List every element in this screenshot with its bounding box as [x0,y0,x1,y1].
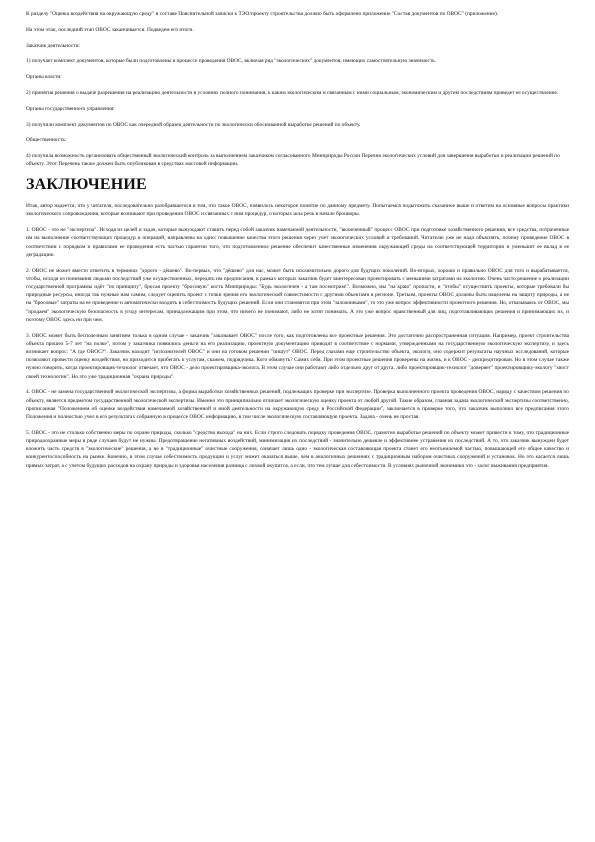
paragraph: 3) получили комплект документов по ОВОС как очередной образец деятельности по экологически обоснованной выработке решений по объекту. [26,121,361,128]
paragraph: 4. ОВОС - не замена государственной экологической экспертизы, а форма выработки хозяйственных решений, подлежащих проверке при экспертизе. Проверка выполненного проекта проведения ОВОС, наряду с качеством решения по объекту, является предметом государственной экологической экспертизы. Именно это принципиально отличает экологическую оценку проекта от любой другой. Такие образом, главная задача экологической экспертизы соответственно, прописанная "Положением об оценке воздействия намечаемой хозяйственной и иной деятельности на окружающую среду в Российской Федерации", заключается в проверке того, что заказчик выполнил все предписания этого Положения и полностью учел в его результатах собранную в процессе ОВОС информацию, в том числе экологическую составляющую проекта. Задача - очень не простая. [26,389,569,421]
paragraph: 1. ОВОС - это не "экспертиза". Исходя из целей и задач, которые вынуждают ставить перед собой заказчик намечаемой деятельности, "включенный" процесс ОВОС при подготовке хозяйственного решения, все средства, потраченные им на выполнение соответствующих процедур и операций, направлены на одно: повышение качества этого решения через учет экологических условий и требований. Читателю уже не надо объяснять, почему проведение ОВОС в соответствии с порядком и правилами ее проведения есть частью гарантии того, что подготовленное решение обеспечит качественные изменения окружающей среды на соответствующей территории и уменьшит ее вклад в ее деградацию. [26,227,569,258]
paragraph: 2. ОВОС не может вместо ответить в терминах "дорого - дёшево". Во-первых, что "дёшево" для нас, может быть исключительно дорого для будущих поколений. Во-вторых, хорошо и правильно ОВОС для того и вырабатывается, чтобы, исходя из понимания людьми последствий уже осуществленных, передать им предписания, в рамках которых заказчик будет заинтересован проектировать с меньшими затратами на экологию. Очень часто решение о реализации государственной программы идёт "по принципу", бросая проекту "бросовую" кость Минприроды: "Будь экологичен - а там посмотрим!". Возможно, мы "на краю" пропасти, и "чтобы" осуществить проекты, которые требовали бы природные ресурсы, иногда так нужные нам самим, следует оценить проект с точки зрения его экологической совместимости с другими объектами в регионе. Третьим, проекты ОВОС должны быть нацелены на защиту природы, а не на "бросовые" затраты на ее проведение и автоматически входить в себестоимость будущих решений. Если они становятся при этом "заложниками", то это уже вопрос эффективности проектного решения. Но, отказываясь от ОВОС, мы "продаем" экологическую безопасность в угоду интересам, принадлежащим при этом, что ничего не понимают, либо не хотят понимать. А это уже вопрос нравственный для лиц, подготавливающих решения и принимающих их, и поэтому ОВОС здесь ни при чем. [26,267,569,323]
conclusion-section [26,202,569,470]
paragraph: Итак, автор надеется, что у читателя, последовательно разобравшегося в том, что такое ОВОС, появилось некоторое понятие по данному предмету. Попытаемся подытожить сказанное выше и ответим на основные вопросы практики экологического сопровождения, которые возникают при проведении ОВОС и связанных с ним процедур, о которых шла речь в начале брошюры. [26,203,569,218]
subheading: Органы государственного управления: [26,105,115,112]
intro-section [26,10,569,169]
paragraph: 4) получила возможность организовать общественный экологический контроль за выполнением заказчиком согласованного Минприроды России Перечня экологических условий для завершения выработки и реализации решений по объекту. Этот Перечень также должен быть опубликован в средствах массовой информации. [26,153,560,168]
paragraph: 3. ОВОС может быть бесполезным занятием только в одном случае - заказчик "заказывает ОВОС" после того, как подготовлены все проектные решения. Это достаточно распространенная ситуация. Например, проект строительства объекта прошел 5-7 лет "на полке", потом у заказчика появились деньги на его реализацию, проектную документацию приводят в соответствие с нормами, утвержденными на государственную экологическую экспертизу, и здесь возникает вопрос: "А где ОВОС?". Заказчик находит "исполнителей ОВОС" и они на готовом решении "пишут" ОВОС. Перед глазами еще строительство объекта, экологи, оно содержит результаты научных исследований, которые позволяют провести оценку воздействия, но приходится прибегать к услугам, скажем, подрядчика. Кого обмануть? Самих себя. При этом проектные решения проверены на жизнь, и к ОВОС - дискредитирован. Но в этом случае также нужно говорить, когда проектировщик-технолог отвечает, что ОВОС - дело проектировщика-эколога. В этом случае они работают либо отдельно друг от друга, либо проектировщик-технолог "доверяет" проектировщику-экологу "хвост своей технологии". Но это уже традиционная "охрана природы". [26,332,569,380]
section-heading: ЗАКЛЮЧЕНИЕ [26,176,147,194]
paragraph: 2) принятия решения о выдаче разрешения на реализацию деятельности в условиях полного понимания, к каким экологическим и связанным с ними социальным, экономическим и другим последствиям приведет ее осуществление. [26,89,559,96]
paragraph: 5. ОВОС - это не столько собственно меры по охране природы, сколько "средство выхода" на них. Если строго следовать порядку проведения ОВОС, грамотно выработке решений по объекту может привести к тому, что традиционные природоохранные меры в ряде случаев будут не нужны. Предотвращение негативных воздействий, минимизация их последствий - значительно дешевле и эффективнее устранения их последствий. А то, что заказчик вынужден будет вложить часть средств в "экологические" решения, а не в "традиционные" очистные сооружения, означает лишь одно - экологическая составляющая проекта станет его неотъемлемой частью, повышающей его общее качество и конкурентоспособность на рынке. Конечно, в этом случае себестоимость продукции и услуг может оказаться выше, чем в аналогичных решениях с традиционным набором очистных сооружений и установок. Но это касается лишь прямых затрат, а с учетом будущих расходов на охрану природы и здоровья населения разница с лихвой окупится, а если, что тем лучше для себестоимости. В условиях рыночной экономики это - залог выживания предприятия. [26,429,569,469]
subheading: Заказчик деятельности: [26,42,80,49]
subheading: Общественность: [26,137,67,144]
paragraph: На этом этап, последний этап ОВОС заканчивается. Подведем его итоги. [26,26,194,33]
paragraph: К разделу "Оценка воздействия на окружающую среду" в составе Пояснительной записки к ТЭО/проекту строительства должно быть оформлено приложение "Состав документов по ОВОС" (приложение). [26,11,499,17]
subheading: Органы власти: [26,74,62,81]
paragraph: 1) получает комплект документов, которые были подготовлены в процессе проведения ОВОС, включая ряд "экологических" документов, имеющих самостоятельную значимость. [26,58,437,65]
